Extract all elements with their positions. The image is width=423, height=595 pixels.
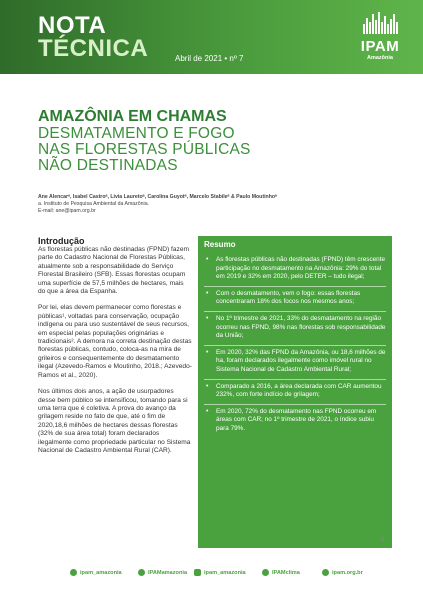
subtitle-line-2: NAS FLORESTAS PÚBLICAS: [38, 141, 251, 158]
footer-social: [0, 566, 423, 580]
footer-label: IPAMamazonia: [148, 569, 188, 576]
summary-item: • Em 2020, 32% das FPND da Amazônia, ou 18,6 milhões de ha, foram declarados ilegalmente como imóvel rural no Sistema Nacional de Cadastro Ambiental Rural;: [204, 346, 386, 380]
footer-label: ipam_amazonia: [80, 569, 122, 576]
doc-type-title: [38, 14, 148, 60]
footer-twitter[interactable]: [138, 569, 187, 576]
issue-date: Abril de 2021 • nº 7: [175, 54, 244, 63]
summary-item: • Em 2020, 72% do desmatamento nas FPND ocorreu em áreas com CAR; no 1º trimestre de 2021, o índice subiu para 79%.: [204, 405, 386, 438]
facebook-icon: [70, 569, 77, 576]
footer-label: IPAMclima: [272, 569, 300, 576]
intro-heading: Introdução: [38, 236, 85, 246]
author-names: Ane Alencarᵃ, Isabel Castroᵃ, Livia Lauretoᵃ, Carolina Guyotᵃ, Marcelo Stabileᵃ & Paulo Moutinhoᵃ: [38, 194, 277, 200]
header-banner: [0, 0, 423, 74]
logo-bars-icon: [356, 10, 404, 34]
footer-label: ipam_amazonia: [204, 569, 246, 576]
intro-paragraph-1: As florestas públicas não destinadas (FPND) fazem parte do Cadastro Nacional de Florestas Públicas, atualmente sob a responsabilidade do Serviço Florestal Brasileiro (SFB). Essas florestas ocupam uma superfície de 57,5 milhões de hectares, mais do que a área da Espanha.: [38, 246, 189, 296]
summary-title: Resumo: [204, 240, 236, 249]
summary-item: • No 1º trimestre de 2021, 33% do desmatamento na região ocorreu nas FPND, 98% nas florestas sob responsabilidade da União;: [204, 312, 386, 346]
intro-body: [38, 246, 192, 463]
footer-website[interactable]: [322, 569, 363, 576]
summary-box: [198, 236, 392, 548]
authors-block: [38, 194, 408, 215]
ipam-logo: [356, 10, 404, 66]
subtitle-line-3: NÃO DESTINADAS: [38, 157, 178, 174]
author-affiliation: a. Instituto de Pesquisa Ambiental da Amazônia.: [38, 201, 150, 207]
summary-item: • As florestas públicas não destinadas (FPND) têm crescente participação no desmatamento na Amazônia: 29% do total em 2019 e 32% em 2020, pelo DETER – tudo ilegal;: [204, 253, 386, 287]
logo-text: IPAM: [360, 38, 400, 55]
summary-item: • Comparado a 2016, a área declarada com CAR aumentou 232%, com forte indício de grilagem;: [204, 380, 386, 405]
footer-facebook[interactable]: [70, 569, 122, 576]
logo-subtitle: Amazônia: [367, 55, 393, 61]
intro-paragraph-2: Por lei, elas devem permanecer como florestas e públicas¹, voltadas para conservação, ocupação indígena ou para uso sustentável de seus recursos, em especial pelas populações originárias e tradicionais². A demora na correta destinação destas florestas públicas, contudo, coloca-as na mira de grileiros e consequentemente do desmatamento ilegal (Azevedo-Ramos e Moutinho, 2018.; Azevedo-Ramos et al., 2020).: [38, 304, 192, 379]
title-line-1: NOTA: [38, 12, 107, 39]
summary-item: • Com o desmatamento, vem o fogo: essas florestas concentraram 18% dos focos nos mesmos anos;: [204, 287, 386, 312]
subtitle-line-1: DESMATAMENTO E FOGO: [38, 125, 235, 142]
main-title: [38, 108, 398, 173]
footer-label: ipam.org.br: [332, 569, 363, 576]
author-email: E-mail: ane@ipam.org.br: [38, 208, 96, 214]
footer-twitter-clima[interactable]: [262, 569, 300, 576]
footer-instagram[interactable]: [194, 569, 246, 576]
title-heading: AMAZÔNIA EM CHAMAS: [38, 108, 227, 125]
page-number: 1: [381, 537, 385, 543]
title-line-2: TÉCNICA: [38, 35, 149, 62]
intro-paragraph-3: Nos últimos dois anos, a ação de usurpadores desse bem público se intensificou, tomando para si uma terra que é coletiva. A prova do avanço da grilagem reside no fato de que, até o fim de 2020,18,6 milhões de hectares dessas florestas (32% de sua área total) foram declarados ilegalmente como propriedade particular no Sistema Nacional de Cadastro Ambiental Rural (CAR).: [38, 388, 191, 454]
twitter-icon: [262, 569, 269, 576]
globe-icon: [322, 569, 329, 576]
twitter-icon: [138, 569, 145, 576]
instagram-icon: [194, 569, 201, 576]
